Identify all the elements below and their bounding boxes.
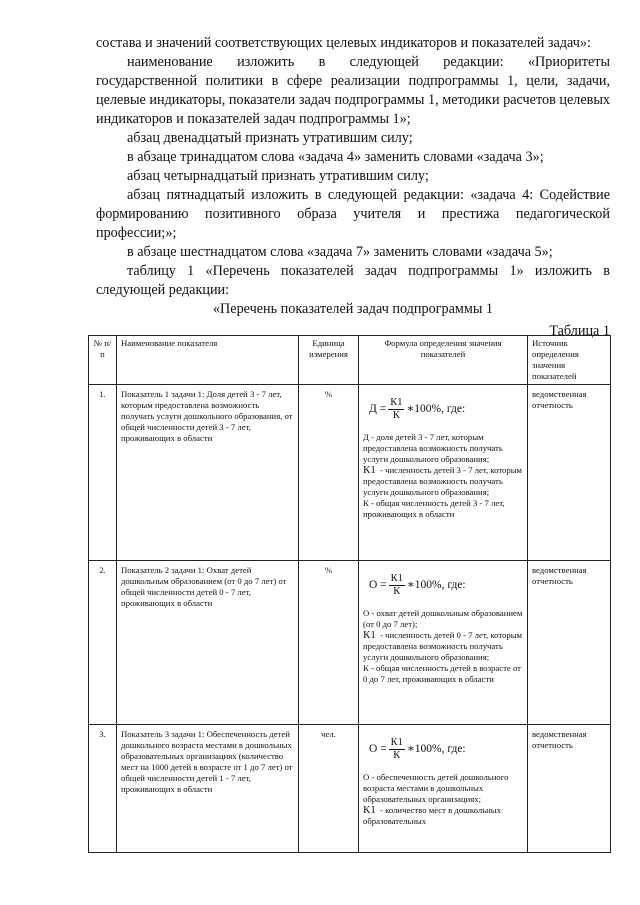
formula-explanation: О - обеспеченность детей дошкольного возраста местами в дошкольных образовательных организациях; bbox=[363, 772, 509, 804]
table-row bbox=[89, 725, 611, 853]
k1-text: - численность детей 0 - 7 лет, которым предоставлена возможность получать услуги дошкольного образования; bbox=[363, 630, 523, 662]
indicator-name: Показатель 1 задачи 1: Доля детей 3 - 7 лет, которым предоставлена возможность получать услуги дошкольного образования, от общей численности детей 3 - 7 лет, проживающих в области bbox=[117, 385, 299, 561]
k1-symbol: К1 bbox=[363, 629, 376, 641]
paragraph: в абзаце шестнадцатом слова «задача 7» заменить словами «задача 5»; bbox=[127, 244, 553, 260]
formula-tail: ∗100%, где: bbox=[406, 579, 466, 591]
formula-lhs: О = bbox=[369, 579, 387, 591]
k-definition: К - общая численность детей в возрасте от 0 до 7 лет, проживающих в области bbox=[363, 663, 521, 684]
row-num: 2. bbox=[89, 561, 117, 725]
formula-numerator: К1 bbox=[390, 397, 403, 408]
formula bbox=[369, 397, 523, 422]
table-title: «Перечень показателей задач подпрограммы 1 bbox=[212, 301, 494, 317]
formula-numerator: К1 bbox=[390, 737, 403, 748]
indicator-name: Показатель 3 задачи 1: Обеспеченность детей дошкольного возраста местами в дошкольных образовательных организациях (количество мест на 1000 детей в возрасте от 1 до 7 лет) от общей численности детей 1 - 7 лет, проживающих в области bbox=[117, 725, 299, 853]
paragraph: абзац двенадцатый признать утратившим силу; bbox=[127, 130, 413, 146]
formula-explanation: Д - доля детей 3 - 7 лет, которым предоставлена возможность получать услуги дошкольного образования; bbox=[363, 432, 503, 464]
k1-text: - численность детей 3 - 7 лет, которым предоставлена возможность получать услуги дошкольного образования; bbox=[363, 465, 523, 497]
unit: % bbox=[299, 561, 359, 725]
table-row bbox=[89, 385, 611, 561]
k1-symbol: К1 bbox=[363, 804, 376, 816]
paragraph: абзац пятнадцатый изложить в следующей редакции: «задача 4: Содействие формированию позитивного образа учителя и престижа педагогической профессии;»; bbox=[96, 187, 610, 241]
row-num: 1. bbox=[89, 385, 117, 561]
paragraph: абзац четырнадцатый признать утратившим силу; bbox=[127, 168, 429, 184]
paragraph: состава и значений соответствующих целевых индикаторов и показателей задач»: bbox=[96, 35, 591, 51]
formula bbox=[369, 737, 523, 762]
formula-cell bbox=[359, 725, 528, 853]
unit: % bbox=[299, 385, 359, 561]
table-label: Таблица 1 bbox=[549, 323, 610, 339]
paragraph: таблицу 1 «Перечень показателей задач подпрограммы 1» изложить в следующей редакции: bbox=[96, 263, 610, 298]
formula-denominator: К bbox=[392, 410, 400, 421]
k1-symbol: К1 bbox=[363, 464, 376, 476]
document-body bbox=[96, 34, 610, 341]
header-name: Наименование показателя bbox=[117, 336, 299, 385]
paragraph: в абзаце тринадцатом слова «задача 4» заменить словами «задача 3»; bbox=[127, 149, 544, 165]
formula-lhs: Д = bbox=[369, 403, 387, 415]
formula-tail: ∗100%, где: bbox=[406, 403, 466, 415]
k1-definition bbox=[363, 465, 523, 498]
k1-text: - количество мест в дошкольных образовательных bbox=[363, 805, 501, 826]
k1-definition bbox=[363, 805, 523, 827]
table-header-row bbox=[89, 336, 611, 385]
header-source: Источник определения значения показателей bbox=[528, 336, 611, 385]
source: ведомственная отчетность bbox=[528, 725, 611, 853]
unit: чел. bbox=[299, 725, 359, 853]
row-num: 3. bbox=[89, 725, 117, 853]
formula bbox=[369, 573, 523, 598]
formula-denominator: К bbox=[393, 586, 401, 597]
source: ведомственная отчетность bbox=[528, 385, 611, 561]
k-definition: К - общая численность детей 3 - 7 лет, проживающих в области bbox=[363, 498, 505, 519]
paragraph: наименование изложить в следующей редакции: «Приоритеты государственной политики в сфере реализации подпрограммы 1, цели, задачи, целевые индикаторы, показатели задач подпрограммы 1, методики расчетов целевых индикаторов и показателей задач подпрограммы 1»; bbox=[96, 54, 610, 127]
source: ведомственная отчетность bbox=[528, 561, 611, 725]
header-formula: Формула определения значения показателей bbox=[359, 336, 528, 385]
formula-fraction bbox=[389, 737, 405, 762]
formula-lhs: О = bbox=[369, 743, 387, 755]
formula-tail: ∗100%, где: bbox=[406, 743, 466, 755]
formula-denominator: К bbox=[393, 750, 401, 761]
formula-numerator: К1 bbox=[390, 573, 403, 584]
header-unit: Единица измерения bbox=[299, 336, 359, 385]
table-row bbox=[89, 561, 611, 725]
formula-cell bbox=[359, 385, 528, 561]
formula-explanation: О - охват детей дошкольным образованием (от 0 до 7 лет); bbox=[363, 608, 523, 629]
header-num: № п/п bbox=[89, 336, 117, 385]
k1-definition bbox=[363, 630, 523, 663]
formula-fraction bbox=[388, 397, 404, 422]
indicators-table bbox=[88, 335, 611, 853]
formula-fraction bbox=[389, 573, 405, 598]
indicator-name: Показатель 2 задачи 1: Охват детей дошкольным образованием (от 0 до 7 лет) от общей численности детей 0 - 7 лет, проживающих в области bbox=[117, 561, 299, 725]
formula-cell bbox=[359, 561, 528, 725]
